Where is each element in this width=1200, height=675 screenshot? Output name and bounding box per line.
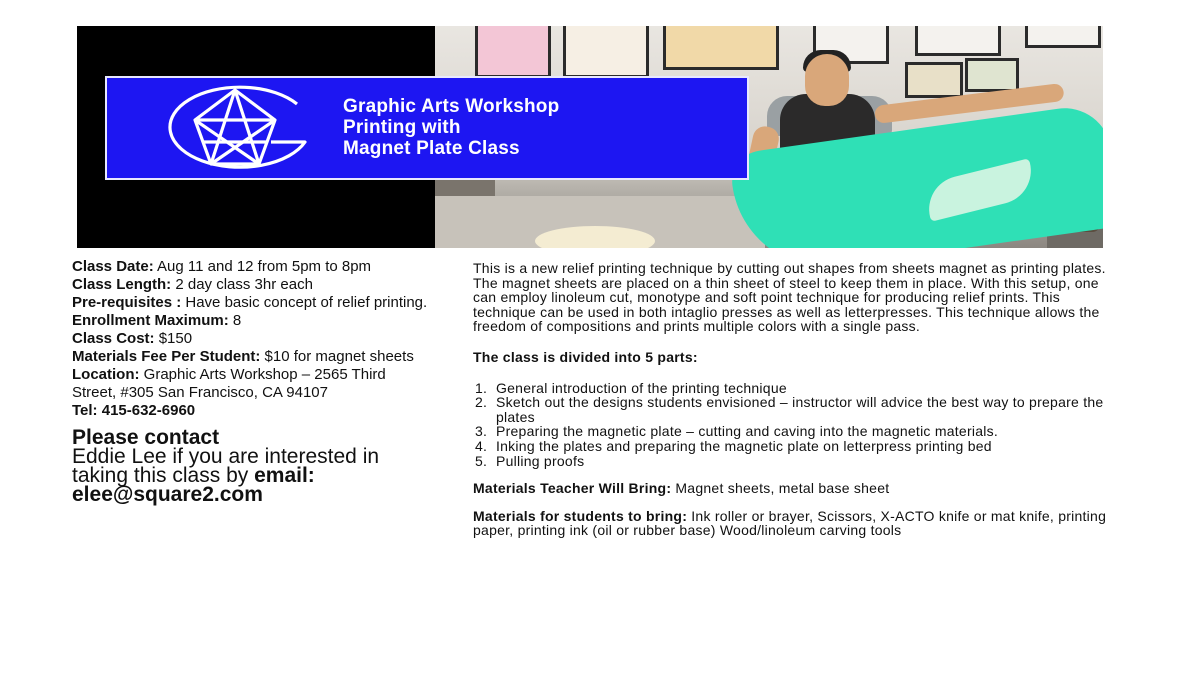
contact-email-label: email: [254,464,315,487]
parts-list [473,381,1113,469]
detail-class-length: Class Length: 2 day class 3hr each [72,276,313,293]
detail-telephone: Tel: 415-632-6960 [72,402,196,419]
materials-teacher: Materials Teacher Will Bring: Magnet sheets, metal base sheet [473,480,890,497]
contact-email-link[interactable]: elee@square2.com [72,483,263,506]
detail-prerequisites: Pre-requisites : Have basic concept of relief printing. [72,294,428,311]
detail-class-cost: Class Cost: $150 [72,330,193,347]
list-item: 5. Pulling proofs [475,452,585,469]
banner [77,26,1103,248]
parts-heading: The class is divided into 5 parts: [473,348,698,365]
detail-location: Location: Graphic Arts Workshop – 2565 Third Street, #305 San Francisco, CA 94107 [72,366,386,401]
list-item: 2. Sketch out the designs students envisioned – instructor will advice the best way to prepare the plates [475,394,1104,425]
detail-enrollment-max: Enrollment Maximum: 8 [72,312,242,329]
graphic-arts-workshop-logo-icon [151,84,319,172]
contact-note [72,428,432,504]
detail-class-date: Class Date: Aug 11 and 12 from 5pm to 8pm [72,258,372,275]
contact-lead: Please contact [72,426,220,449]
detail-materials-fee: Materials Fee Per Student: $10 for magnet sheets [72,348,414,365]
materials-students: Materials for students to bring: Ink roller or brayer, Scissors, X-ACTO knife or mat knife, printing paper, printing ink (oil or rubber base) Wood/linoleum carving tools [473,507,1107,539]
class-details [72,258,432,525]
banner-title: Graphic Arts Workshop Printing with Magnet Plate Class [343,96,560,159]
description-paragraph: This is a new relief printing technique by cutting out shapes from sheets magnet as printing plates. The magnet sheets are placed on a thin sheet of steel to keep them in place. With this setup, one can employ linoleum cut, monotype and soft point technique for producing relief prints. This technique can be used in both intaglio presses as well as letterpresses. This technique allows the freedom of compositions and prints multiple colors with a single pass. [473,260,1106,335]
title-box [105,76,749,180]
list-item: 4. Inking the plates and preparing the magnetic plate on letterpress printing bed [475,437,992,454]
list-item: 3. Preparing the magnetic plate – cutting and caving into the magnetic materials. [475,423,999,440]
contact-text: Eddie Lee if you are interested in taking this class by [72,445,380,487]
list-item: 1. General introduction of the printing technique [475,379,787,396]
class-description [473,261,1113,538]
